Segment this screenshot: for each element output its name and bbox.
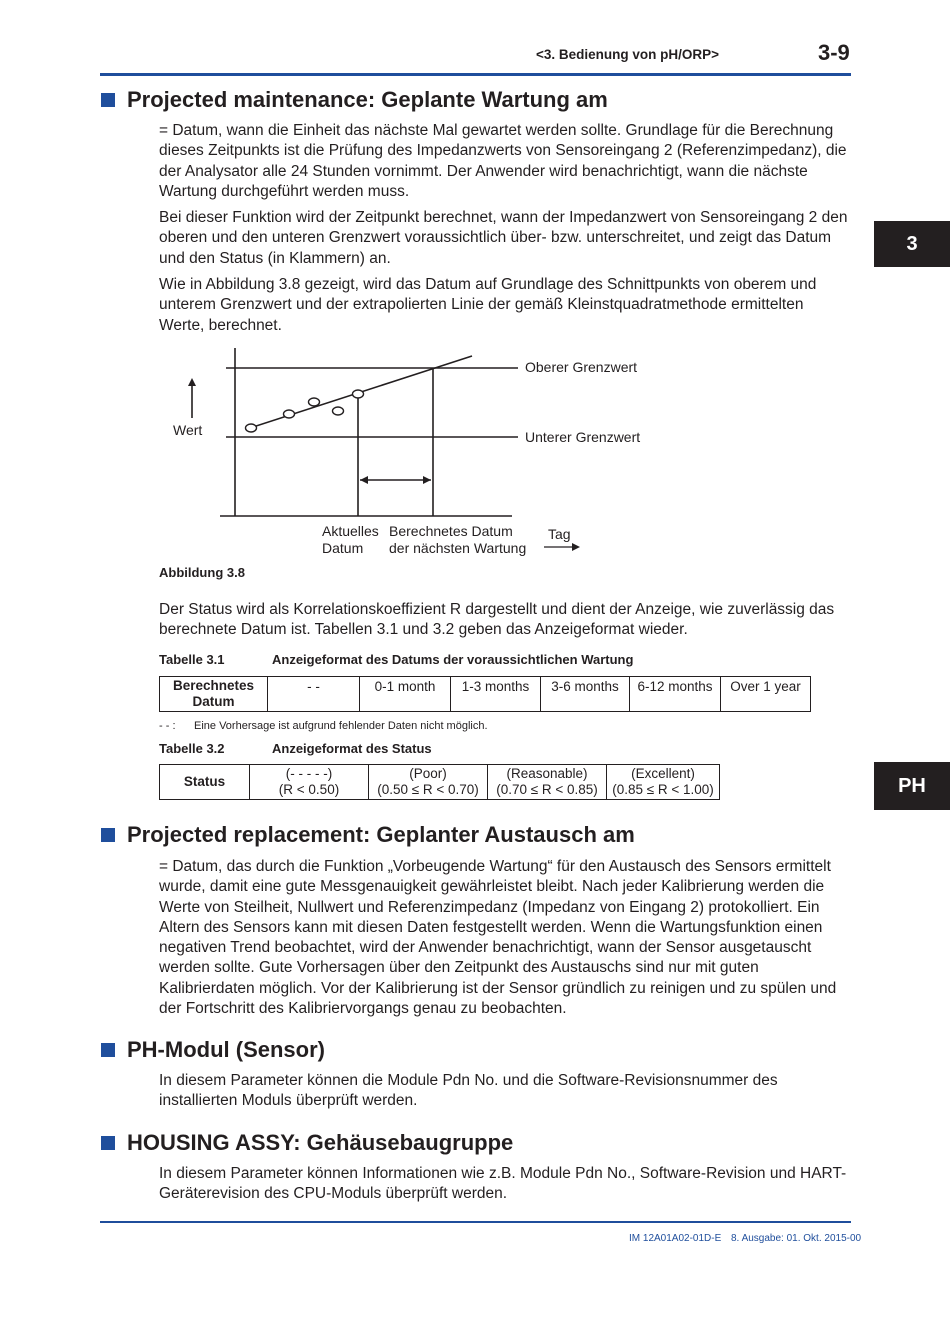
arrowhead-right-icon [423,476,431,484]
table1-note-text: Eine Vorhersage ist aufgrund fehlender Daten nicht möglich. [194,720,488,732]
paragraph: Wie in Abbildung 3.8 gezeigt, wird das Datum auf Grundlage des Schnittpunkts von oberem und unterem Grenzwert und der extrapolierten Linie der gemäß Kleinstquadratmethode ermittelten Werte, berechnet. [159,276,817,334]
next-date-label: der nächsten Wartung [389,540,527,556]
section-heading-projected-replacement [100,822,635,848]
page-number: 3-9 [818,40,850,65]
status-range: (0.85 ≤ R < 1.00) [612,782,714,797]
table-row [160,677,811,712]
figure-caption: Abbildung 3.8 [159,565,245,580]
arrowhead-left-icon [360,476,368,484]
table-cell: 3-6 months [541,677,630,712]
maintenance-prediction-diagram [160,340,660,565]
y-axis-label: Wert [173,422,203,438]
x-axis-label: Tag [548,526,571,542]
heading-text: HOUSING ASSY: Gehäusebaugruppe [127,1130,514,1155]
data-point [284,410,295,418]
paragraph: In diesem Parameter können die Module Pdn No. und die Software-Revisionsnummer des installierten Moduls überprüft werden. [159,1072,778,1110]
header-rule [100,73,851,76]
section-heading-ph-module [100,1037,325,1063]
heading-text: PH-Modul (Sensor) [127,1037,325,1062]
section-body-ph-module [159,1071,851,1118]
table1-number: Tabelle 3.1 [159,652,225,667]
table-row [160,765,720,800]
current-date-label: Aktuelles [322,523,379,539]
status-range: (R < 0.50) [278,782,340,797]
table-cell: 6-12 months [630,677,721,712]
table-status-format [159,764,720,800]
table-header-cell: Berechnetes Datum [160,677,268,712]
section-body-projected-replacement [159,857,851,1025]
square-bullet-icon [101,828,115,842]
arrowhead-right-icon [572,543,580,551]
square-bullet-icon [101,1043,115,1057]
status-label: (Reasonable) [506,766,588,781]
arrowhead-up-icon [188,378,196,386]
square-bullet-icon [101,93,115,107]
paragraph: = Datum, das durch die Funktion „Vorbeugende Wartung“ für den Austausch des Sensors ermittelt wurde, damit eine gute Messgenauigkeit gewährleistet bleibt. Nach jeder Kalibrierung werden die Werte von Steilheit, Nullwert und Referenzimpedanz (Impedanz von Eingang 2) protokolliert. Ein Altern des Sensors kann mit diesen Daten festgestellt werden. Wenn die Wartungsfunktion einen negativen Trend beobachtet, wird der Anwender benachrichtigt, wann der Sensor ausgetauscht werden sollte. Gute Vorhersagen über den Zeitpunkt des Austauschs sind nur mit guten Kalibrierdaten möglich. Vor der Kalibrierung ist der Sensor gründlich zu reinigen und zu spülen und der Fortschritt des Kalibriervorgangs genau zu beobachten. [159,858,837,1018]
footer-rule [100,1221,851,1223]
heading-text: Projected replacement: Geplanter Austausch am [127,822,635,847]
paragraph: In diesem Parameter können Informationen wie z.B. Module Pdn No., Software-Revision und HART-Geräterevision des CPU-Moduls überprüft werden. [159,1165,847,1203]
current-date-label: Datum [322,540,364,556]
status-paragraph [159,600,851,647]
section-body-housing-assy [159,1164,851,1211]
section-body-projected-maintenance [159,121,851,342]
next-date-label: Berechnetes Datum [389,523,513,539]
table-cell [250,765,369,800]
table-cell: 1-3 months [451,677,541,712]
paragraph: = Datum, wann die Einheit das nächste Mal gewartet werden sollte. Grundlage für die Berechnung dieses Zeitpunkts ist die Prüfung des Impedanzwerts von Sensoreingang 2 (Referenzimpedanz), die der Analysator alle 24 Stunden vornimmt. Der Anwender wird benachrichtigt, wann die nächste Wartung durchgeführt werden muss. [159,122,847,200]
data-point [333,407,344,415]
status-range: (0.50 ≤ R < 0.70) [377,782,479,797]
document-id: IM 12A01A02-01D-E [629,1233,722,1244]
table1-title: Anzeigeformat des Datums der voraussichtlichen Wartung [272,652,634,667]
upper-limit-label: Oberer Grenzwert [525,359,638,375]
edition-info: 8. Ausgabe: 01. Okt. 2015-00 [731,1233,862,1244]
table-cell: - - [268,677,360,712]
heading-text: Projected maintenance: Geplante Wartung am [127,87,608,112]
table2-number: Tabelle 3.2 [159,741,225,756]
status-label: (- - - - -) [285,766,333,781]
table-cell: Over 1 year [721,677,811,712]
chapter-header: <3. Bedienung von pH/ORP> [536,47,720,62]
lower-limit-label: Unterer Grenzwert [525,429,641,445]
table2-title: Anzeigeformat des Status [272,741,432,756]
table-maintenance-date-format [159,676,811,712]
square-bullet-icon [101,1136,115,1150]
status-label: (Excellent) [631,766,695,781]
data-point [309,398,320,406]
status-label: (Poor) [409,766,447,781]
table-header-cell: Status [160,765,250,800]
table-cell: 0-1 month [360,677,451,712]
paragraph: Der Status wird als Korrelationskoeffizient R dargestellt und dient der Anzeige, wie zuverlässig das berechnete Datum ist. Tabellen 3.1 und 3.2 geben das Anzeigeformat wieder. [159,601,835,639]
section-heading-projected-maintenance [100,87,608,113]
data-point [353,390,364,398]
table1-note-symbol: - - : [159,720,176,732]
table-cell [369,765,488,800]
table-cell [607,765,720,800]
section-heading-housing-assy [100,1130,513,1156]
status-range: (0.70 ≤ R < 0.85) [496,782,598,797]
section-tab: PH [874,762,950,810]
chapter-tab: 3 [874,221,950,267]
table-cell [488,765,607,800]
paragraph: Bei dieser Funktion wird der Zeitpunkt berechnet, wann der Impedanzwert von Sensoreingang 2 den oberen und den unteren Grenzwert voraussichtlich über- bzw. unterschreitet, und zeigt das Datum und den Status (in Klammern) an. [159,209,848,267]
data-point [246,424,257,432]
